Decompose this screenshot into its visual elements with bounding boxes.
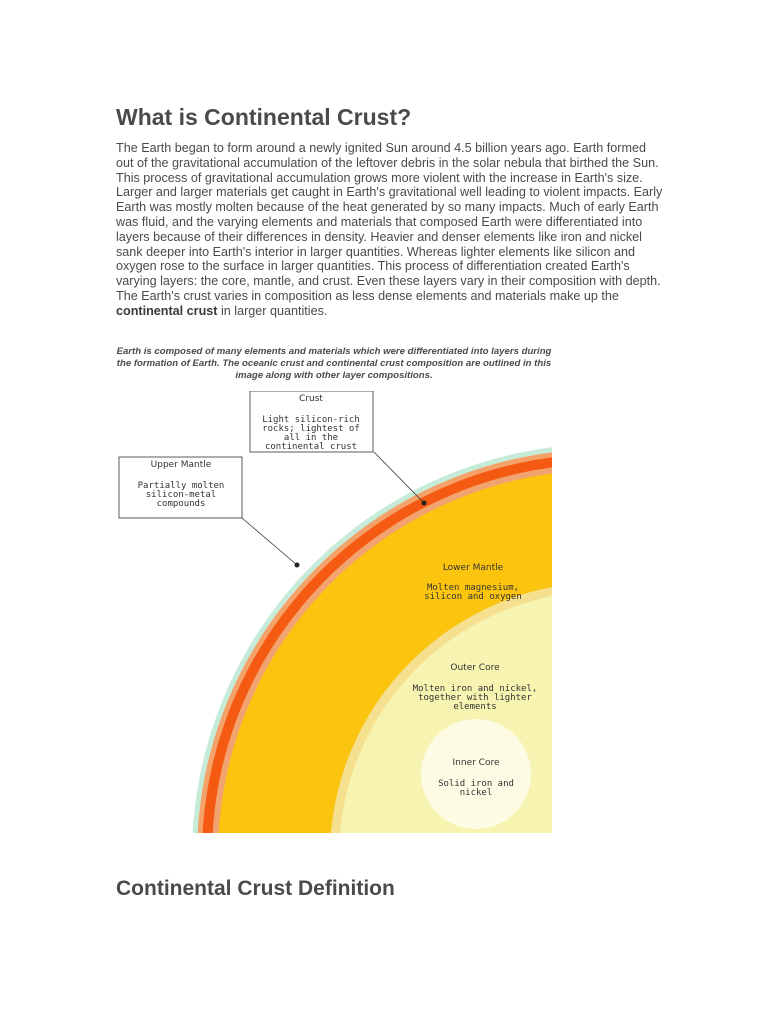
crust-anchor-dot bbox=[422, 501, 427, 506]
intro-paragraph bbox=[116, 141, 666, 319]
crust-leader-line bbox=[374, 452, 424, 503]
crust-label-title: Crust bbox=[299, 394, 323, 404]
outer-core-label-line-3: elements bbox=[453, 702, 497, 712]
intro-text: The Earth began to form around a newly ignited Sun around 4.5 billion years ago. Earth formed out of the gravitational accumulation of the leftover debris in the solar nebula that birthed the Sun. This process of gravitational accumulation grows more violent with the increase in Earth's size. Larger and larger materials get caught in Earth's gravitational well leading to violent impacts. Early Earth was mostly molten because of the heat generated by so many impacts. Much of early Earth was fluid, and the varying elements and materials that composed Earth were differentiated into layers because of their differences in density. Heavier and denser elements like iron and nickel sank deeper into Earth's interior in larger quantities. Whereas lighter elements like silicon and oxygen rose to the surface in larger quantities. This process of differentiation created Earth's varying layers: the core, mantle, and crust. Even these layers vary in their composition with depth. The Earth's crust varies in composition as less dense elements and materials make up the bbox=[116, 141, 663, 303]
inner-core-layer bbox=[421, 719, 531, 829]
intro-text-end: in larger quantities. bbox=[217, 303, 328, 318]
inner-core-label-line-1: Solid iron and bbox=[438, 779, 514, 789]
earth-layers-diagram bbox=[116, 391, 552, 833]
bold-term-continental-crust: continental crust bbox=[116, 303, 218, 318]
inner-core-label-title: Inner Core bbox=[452, 758, 500, 768]
upper-mantle-anchor-dot bbox=[295, 563, 300, 568]
section-heading: Continental Crust Definition bbox=[116, 877, 395, 900]
lower-mantle-label-title: Lower Mantle bbox=[442, 563, 504, 573]
figure-caption: Earth is composed of many elements and materials which were differentiated into layers during the formation of Earth. The oceanic crust and continental crust composition are outlined in this image along with other layer compositions. bbox=[116, 346, 552, 382]
outer-core-label-line-1: Molten iron and nickel, bbox=[412, 684, 538, 694]
upper-mantle-label-line-3: compounds bbox=[156, 499, 206, 509]
page-title: What is Continental Crust? bbox=[116, 104, 412, 130]
crust-label-line-3: all in the bbox=[283, 433, 339, 443]
upper-mantle-label-line-1: Partially molten bbox=[137, 481, 225, 491]
lower-mantle-label-line-1: Molten magnesium, bbox=[426, 583, 520, 593]
inner-core-label-line-2: nickel bbox=[459, 788, 493, 798]
crust-label-line-2: rocks; lightest of bbox=[262, 424, 360, 434]
upper-mantle-label-line-2: silicon-metal bbox=[145, 490, 217, 500]
outer-core-label-line-2: together with lighter bbox=[418, 693, 532, 703]
crust-label-line-4: continental crust bbox=[264, 442, 358, 452]
upper-mantle-leader-line bbox=[242, 518, 297, 565]
crust-label-line-1: Light silicon-rich bbox=[262, 415, 360, 425]
outer-core-label-title: Outer Core bbox=[450, 663, 500, 673]
upper-mantle-label-title: Upper Mantle bbox=[150, 460, 212, 470]
lower-mantle-label-line-2: silicon and oxygen bbox=[424, 592, 522, 602]
